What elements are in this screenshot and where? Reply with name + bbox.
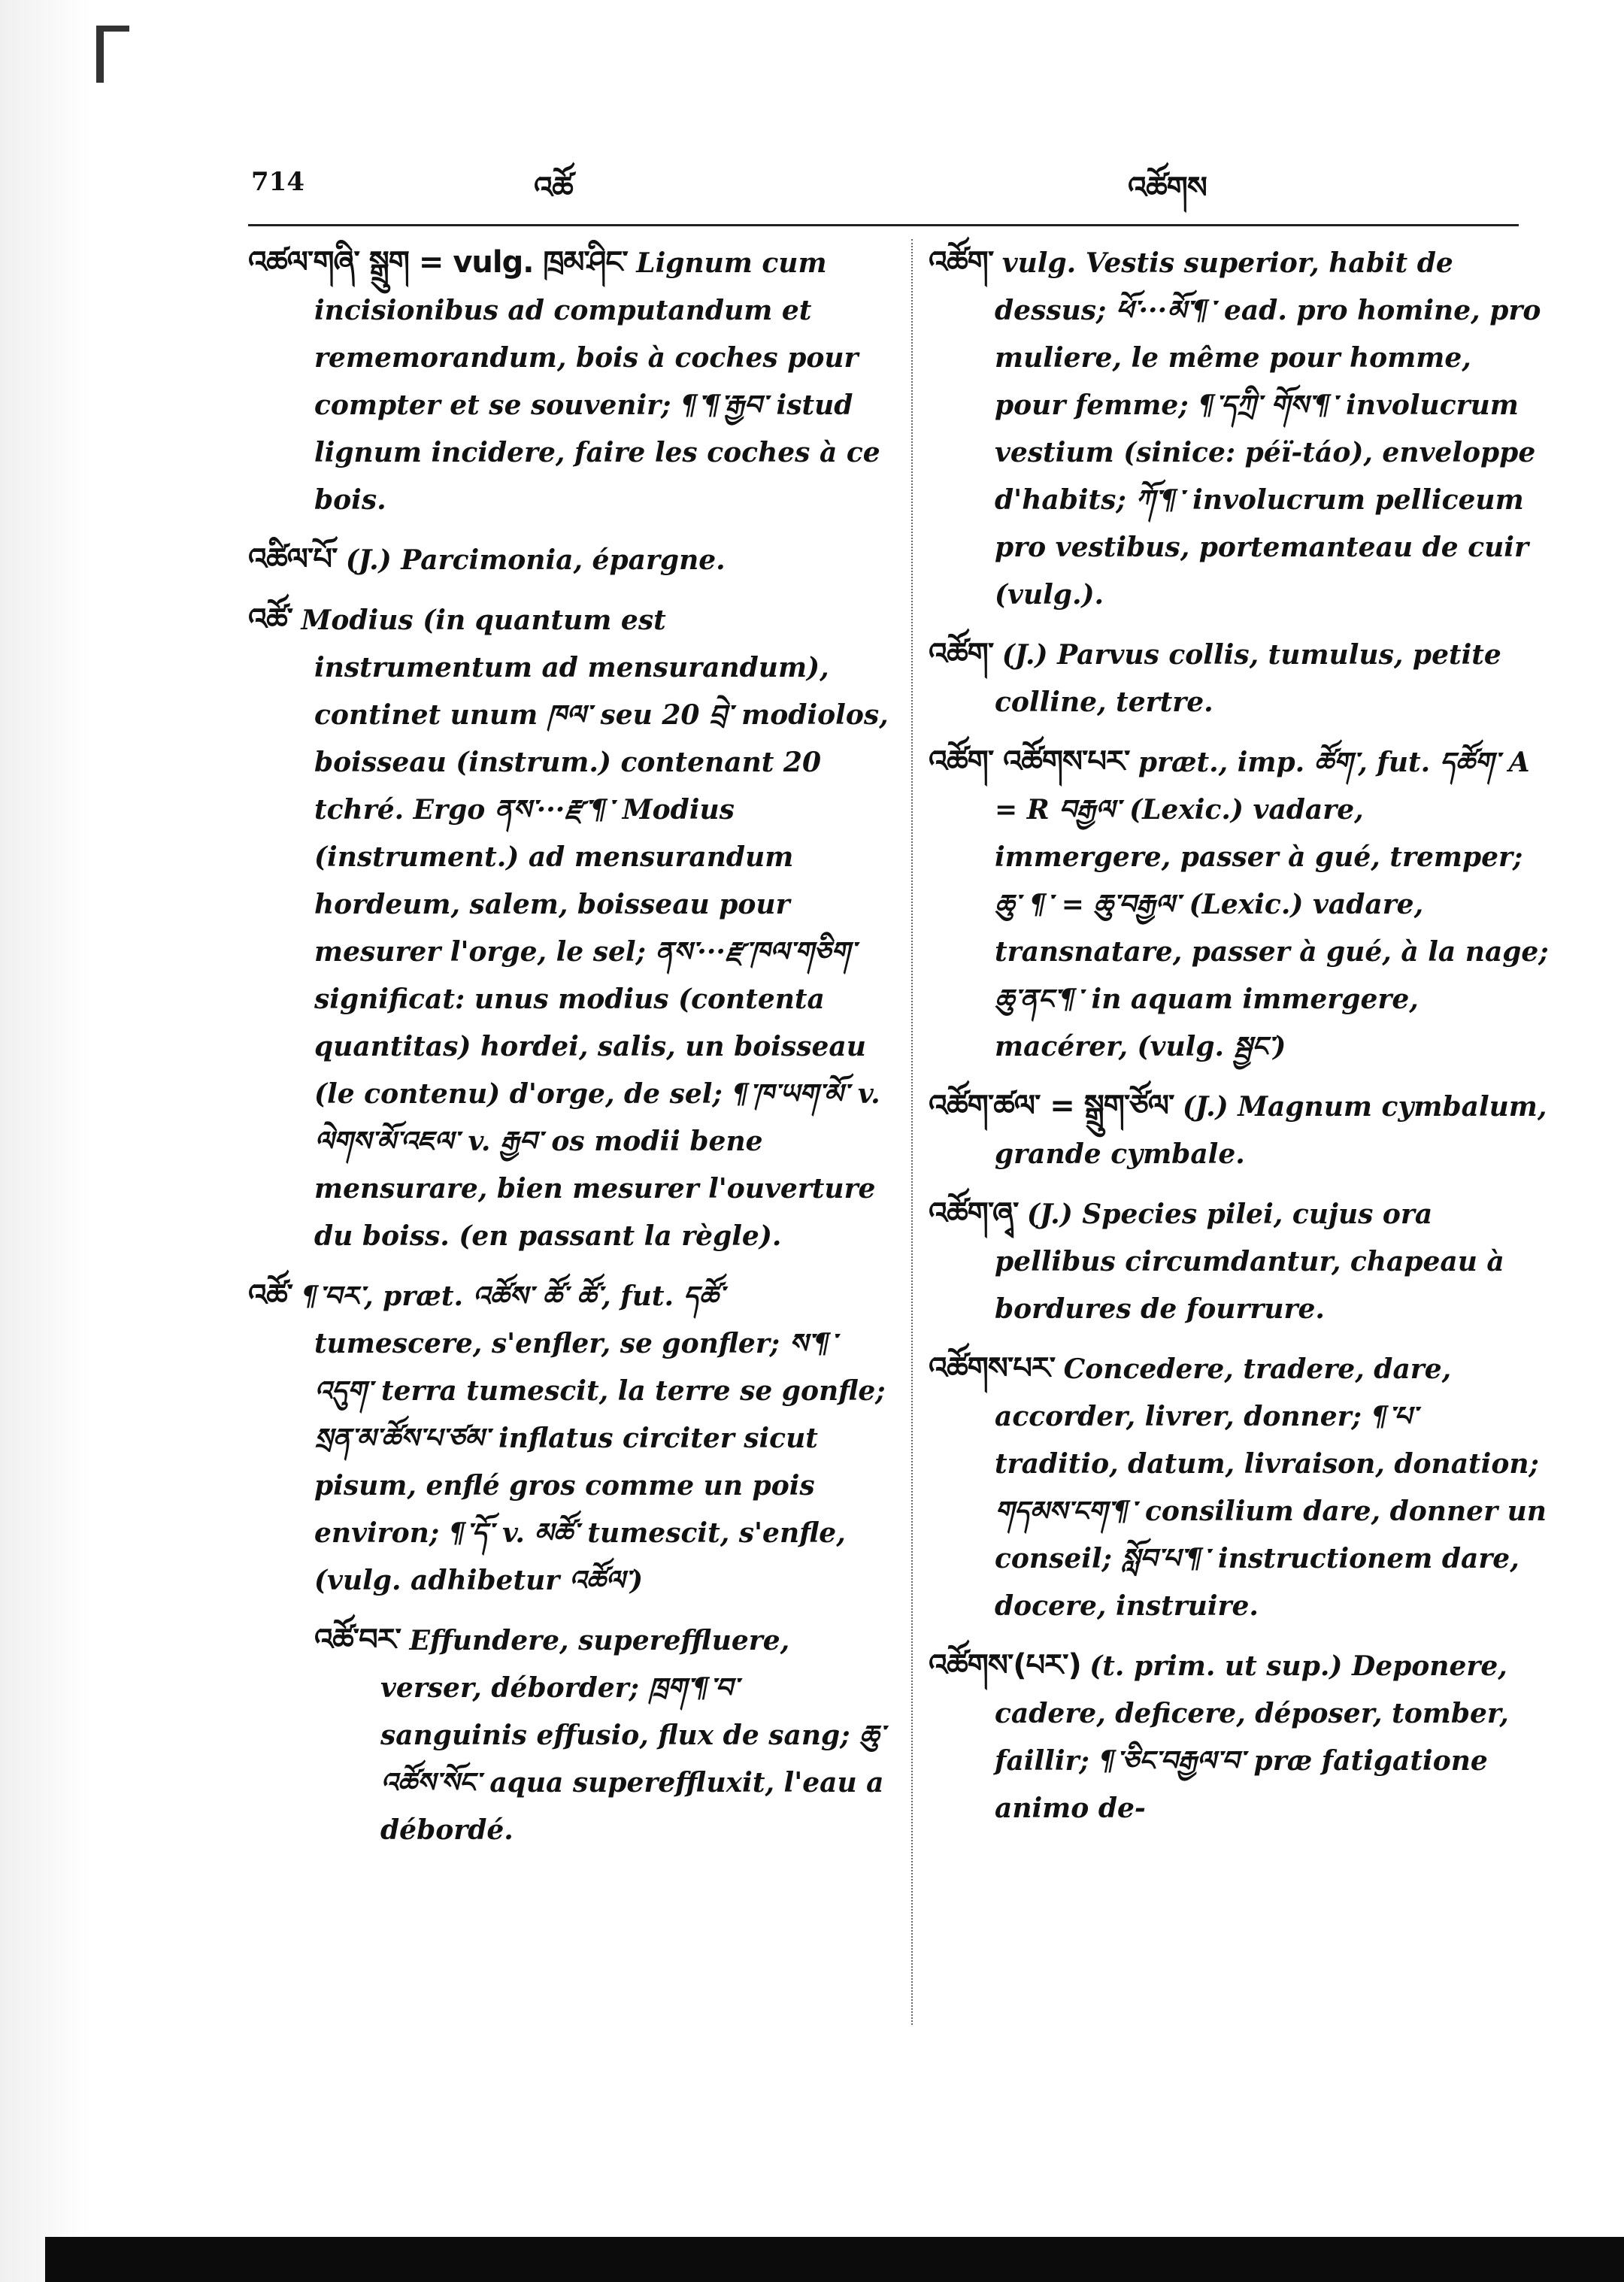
dictionary-entry	[248, 1272, 891, 1605]
entry-headword: འཚོ་	[248, 1278, 293, 1313]
entry-definition: præt., imp. ཚོག་, fut. དཚོག་ A = R བརྒྱལ་ (Lexic.) vadare, immergere, passer à gué, tremper; ཆུ་ ¶་ = ཆུ་བརྒྱལ་ (Lexic.) vadare, transnatare, passer à gué, à la nage; ཆུ་ནང་¶་ in aquam immergere, macérer, (vulg. སྦྱང་)	[995, 747, 1549, 1062]
dictionary-entry	[248, 239, 891, 524]
dictionary-entry	[929, 1345, 1549, 1630]
entry-headword: འཚོག་	[929, 637, 994, 671]
entry-headword: འཚོག་ཚལ་ = སྒྲུག་ཙོལ་	[929, 1089, 1174, 1123]
entry-headword: འཚོག་ འཚོགས་པར་	[929, 744, 1130, 779]
dictionary-entry	[929, 1642, 1549, 1832]
entry-definition: (J.) Magnum cymbalum, grande cymbale.	[995, 1091, 1547, 1170]
entry-definition: Concedere, tradere, dare, accorder, livrer, donner; ¶་པ་ traditio, datum, livraison, donation; གདམས་ངག་¶་ consilium dare, donner un conseil; སློབ་པ་¶་ instructionem dare, docere, instruire.	[995, 1353, 1547, 1622]
entry-headword: འཚལ་གཞི་ སྒྲུག = vulg. ཁྲམ་ཤིང་	[248, 245, 628, 280]
scan-bottom-edge	[45, 2237, 1624, 2282]
entry-definition: Modius (in quantum est instrumentum ad mensurandum), continet unum ཁལ་ seu 20 བྲེ་ modiolos, boisseau (instrum.) contenant 20 tchré. Ergo ནས་···རྫ་¶་ Modius (instrument.) ad mensurandum hordeum, salem, boisseau pour mesurer l'orge, le sel; ནས་···རྫ་ཁལ་གཅིག་ significat: unus modius (contenta quantitas) hordei, salis, un boisseau (le contenu) d'orge, de sel; ¶་ཁ་ཡག་མོ་ v. ལེགས་མོ་འཇལ་ v. རྒྱབ་ os modii bene mensurare, bien mesurer l'ouverture du boiss. (en passant la règle).	[301, 605, 889, 1252]
dictionary-entry	[929, 1190, 1549, 1333]
entry-headword: འཚོག་ཞྭ་	[929, 1196, 1019, 1231]
page-header	[248, 150, 1519, 203]
entry-headword: འཚིལ་པོ་	[248, 542, 338, 577]
dictionary-entry	[929, 738, 1549, 1071]
right-column	[929, 239, 1549, 1844]
entry-headword: འཚོ་བར་	[314, 1623, 401, 1657]
column-divider	[911, 239, 913, 2025]
entry-definition: (J.) Parcimonia, épargne.	[345, 544, 726, 576]
entry-definition: (J.) Parvus collis, tumulus, petite colline, tertre.	[995, 639, 1501, 718]
entry-headword: འཚོགས་པར་	[929, 1351, 1056, 1386]
entry-headword: འཚོག་	[929, 245, 994, 280]
dictionary-entry	[929, 239, 1549, 619]
dictionary-entry	[248, 596, 891, 1260]
entry-headword: འཚོ་	[248, 602, 293, 637]
running-head-right: འཚོགས	[1128, 171, 1207, 205]
dictionary-subentry	[248, 1617, 891, 1854]
dictionary-entry	[929, 631, 1549, 726]
entry-definition: Lignum cum incisionibus ad computandum et rememorandum, bois à coches pour compter et se souvenir; ¶་¶་རྒྱབ་ istud lignum incidere, faire les coches à ce bois.	[314, 247, 880, 516]
entry-definition: ¶་བར་, præt. འཚོས་ ཚོ་ ཚོ་, fut. དཚོ་ tumescere, s'enfler, se gonfler; ས་¶་ འདུག་ terra tumescit, la terre se gonfle; སྲན་མ་ཚོས་པ་ཙམ་ inflatus circiter sicut pisum, enflé gros comme un pois environ; ¶་དོ་ v. མཚོ་ tumescit, s'enfle, (vulg. adhibetur འཚོལ་)	[301, 1280, 886, 1596]
scan-left-shadow	[0, 0, 90, 2282]
left-column	[248, 239, 891, 1866]
entry-definition: (J.) Species pilei, cujus ora pellibus circumdantur, chapeau à bordures de fourrure.	[995, 1199, 1504, 1325]
entry-definition: Effundere, supereffluere, verser, déborder; ཁྲག་¶་བ་ sanguinis effusio, flux de sang; ཆུ་འཚོས་སོང་ aqua supereffluxit, l'eau a débordé.	[380, 1625, 885, 1846]
page-number: 714	[251, 167, 304, 197]
running-head-left: འཚོ	[534, 171, 573, 205]
entry-headword: འཚོགས་(པར་)	[929, 1648, 1081, 1683]
page-corner-mark-top	[96, 26, 129, 32]
entry-definition: (t. prim. ut sup.) Deponere, cadere, deficere, déposer, tomber, faillir; ¶་ཅིང་བརྒྱལ་བ་ præ fatigatione animo de-	[995, 1650, 1509, 1824]
entry-definition: vulg. Vestis superior, habit de dessus; ཕོ་···མོ་¶་ ead. pro homine, pro muliere, le même pour homme, pour femme; ¶་དཀྲི་ གོས་¶་ involucrum vestium (sinice: péï-táo), enveloppe d'habits; ཀོ་¶་ involucrum pelliceum pro vestibus, portemanteau de cuir (vulg.).	[995, 247, 1541, 611]
page-corner-mark	[96, 26, 104, 83]
header-rule	[248, 224, 1519, 226]
dictionary-entry	[929, 1083, 1549, 1178]
dictionary-entry	[248, 536, 891, 584]
